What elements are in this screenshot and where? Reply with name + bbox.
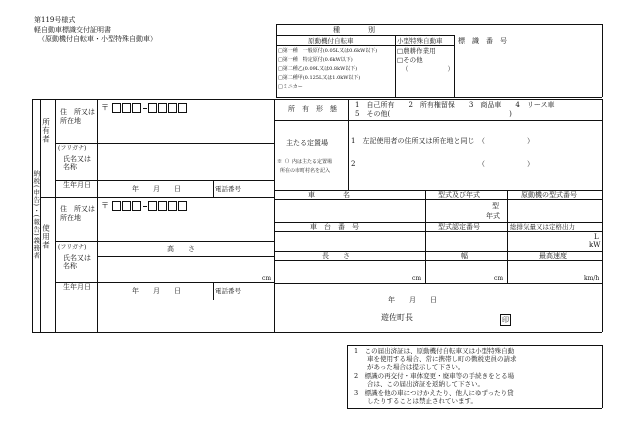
max-speed-header: 最高速度 (539, 252, 567, 260)
owner-postal-field[interactable] (101, 103, 188, 113)
speed-unit: km/h (584, 275, 600, 282)
table-top-border (32, 99, 602, 100)
moped-header: 原動機付自転車 (308, 37, 354, 45)
moped-item-2[interactable]: □第一種 特定原付(0.6kW以下) (278, 57, 353, 63)
postal-mark-icon: 〒 (101, 103, 109, 112)
model-year-header: 型式及び年式 (438, 191, 480, 199)
model-unit: 型 (492, 202, 499, 210)
height-unit: cm (262, 275, 272, 282)
unit-kw: kW (589, 241, 601, 249)
length-header: 長 さ (322, 252, 350, 260)
ownership-options[interactable]: 1 自己所有 2 所有権留保 3 商品車 4 リース車 (355, 101, 555, 109)
user-birth-label: 生年月日 (63, 283, 91, 291)
issue-date[interactable]: 年 月 日 (388, 296, 437, 304)
form-title: 軽自動車標識交付証明書 (34, 26, 111, 34)
displacement-header: 総排気量又は定格出力 (510, 223, 575, 231)
note-line: 3 標識を他の車につけかえたり、他人にゆずったり貸 (354, 389, 514, 397)
chassis-number-header: 車 台 番 号 (310, 223, 359, 231)
user-name-label: 氏名又は名称 (63, 254, 91, 270)
ownership-label: 所 有 形 態 (288, 105, 337, 113)
moped-item-3[interactable]: □第二種乙(0.09L又は0.8kW以下) (278, 66, 358, 72)
moped-item-1[interactable]: □第一種 一般原付(0.05L又は0.6kW以下) (278, 48, 378, 54)
length-unit: cm (412, 275, 422, 282)
owner-furigana-label: (フリガナ) (58, 145, 87, 152)
unit-liter: L (594, 233, 599, 241)
vehicle-name-header: 車 名 (308, 191, 350, 199)
owner-section-label: 所有者 (41, 118, 51, 144)
special-item-other[interactable]: □その他 (397, 56, 423, 64)
user-birth-date[interactable]: 年 月 日 (132, 287, 181, 295)
category-right-border (602, 24, 603, 97)
storage-note-1: ※（）内は主たる定置場 (277, 159, 333, 165)
note-line: 2 標識の再交付・車体変更・廃車等の手続きをとる場 (354, 372, 515, 380)
note-line: 車を使用する場合、常に携帯し町の徴税吏員の請求 (354, 355, 517, 363)
category-top-border (276, 24, 602, 25)
user-postal-field[interactable] (101, 201, 188, 211)
official-seal-icon: 印 (502, 316, 509, 324)
special-item-farm[interactable]: □農耕作業用 (397, 47, 436, 55)
special-other-paren: （ ） (402, 65, 454, 73)
plate-number-header: 標 識 番 号 (458, 37, 507, 45)
storage-option-1[interactable]: 1 左記使用者の住所又は所在地と同じ （ ） (351, 137, 534, 145)
category-bottom-border (276, 97, 602, 98)
note-line: があった場合は提示して下さい。 (354, 363, 465, 371)
moped-item-4[interactable]: □第二種甲(0.125L又は1.0kW以下) (278, 75, 361, 81)
owner-name-label: 氏名又は名称 (63, 155, 91, 171)
postal-mark-icon: 〒 (101, 201, 109, 210)
user-section-label: 使用者 (41, 224, 51, 250)
user-phone-label: 電話番号 (215, 287, 241, 295)
table-bottom-border (32, 332, 602, 333)
width-unit: cm (494, 275, 504, 282)
form-subtitle: （原動機付自転車・小型特殊自動車） (38, 35, 157, 43)
category-title: 種 別 (333, 26, 375, 34)
approval-number-header: 型式認定番号 (438, 223, 480, 231)
ownership-other[interactable]: 5 その他( ) (355, 110, 512, 118)
special-vehicle-header: 小型特殊自動車 (397, 37, 443, 45)
form-number: 第119号様式 (34, 16, 76, 24)
user-furigana-label: (フリガナ) (58, 244, 87, 251)
note-line: 合は、この届出済証を返納して下さい。 (354, 380, 484, 388)
user-address-label: 住 所又は所在地 (60, 205, 95, 222)
owner-address-label: 住 所又は所在地 (60, 108, 95, 125)
storage-option-2[interactable]: 2 （ ） (351, 160, 534, 168)
owner-birth-date[interactable]: 年 月 日 (132, 185, 181, 193)
note-line: 1 この届出済証は、原動機付自転車又は小型特殊自動 (354, 347, 515, 355)
obligor-label: 納税(申告)・(報告)義務者 (32, 170, 41, 260)
storage-note-2: 所在の市町村名を記入 (280, 168, 331, 174)
moped-item-5[interactable]: □ミニカー (278, 84, 303, 90)
storage-label: 主たる定置場 (286, 139, 328, 147)
issuer-title: 遊佐町長 (381, 313, 413, 322)
engine-model-header: 原動機の型式番号 (521, 191, 577, 199)
year-unit: 年式 (486, 212, 500, 220)
width-header: 幅 (461, 252, 468, 260)
owner-birth-label: 生年月日 (63, 181, 91, 189)
note-line: したりすることは禁止されています。 (354, 397, 477, 405)
height-header: 高 さ (167, 245, 195, 253)
owner-phone-label: 電話番号 (215, 185, 241, 193)
